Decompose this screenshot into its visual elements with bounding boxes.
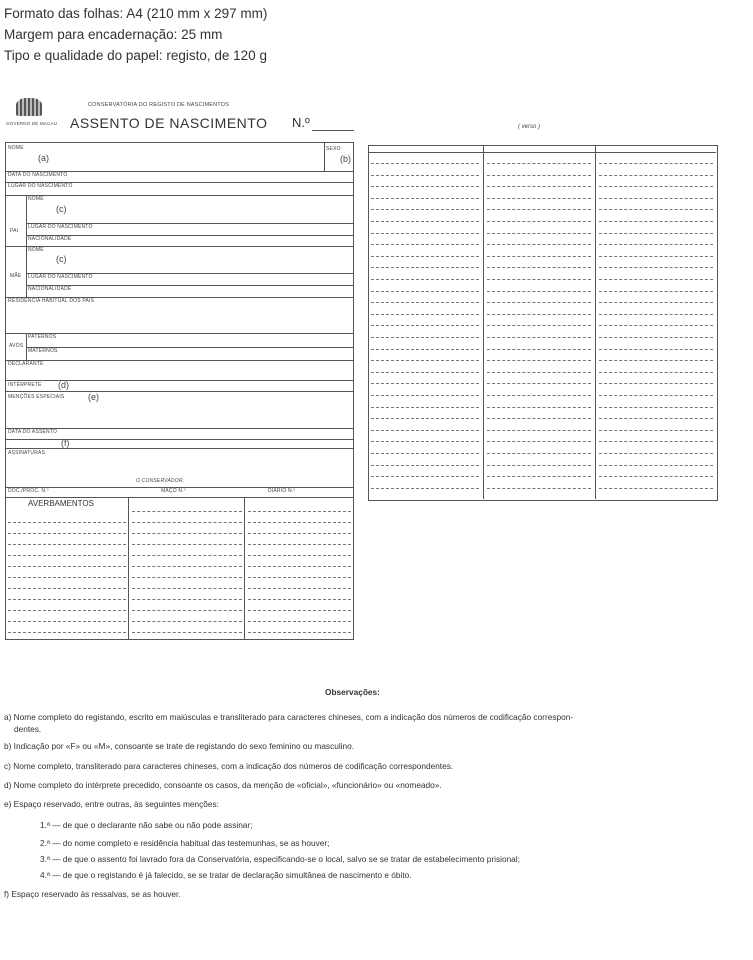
residencia-label: RESIDÊNCIA HABITUAL DOS PAIS	[8, 298, 95, 304]
dashed-line	[599, 186, 713, 187]
dashed-line	[248, 555, 351, 556]
dashed-line	[371, 360, 479, 361]
dashed-line	[371, 175, 479, 176]
avos-label: AVÓS	[9, 343, 24, 349]
dashed-line	[8, 544, 126, 545]
dashed-line	[599, 488, 713, 489]
dashed-line	[599, 198, 713, 199]
dashed-line	[487, 453, 591, 454]
dashed-line	[487, 175, 591, 176]
dashed-line	[599, 453, 713, 454]
dashed-line	[132, 588, 242, 589]
pai-lugar-label: LUGAR DO NASCIMENTO	[28, 224, 93, 230]
diario-label: DIÁRIO N.º	[268, 488, 296, 494]
pai-nacionalidade-label: NACIONALIDADE	[28, 236, 72, 242]
dashed-line	[371, 488, 479, 489]
dashed-line	[599, 256, 713, 257]
dashed-line	[371, 418, 479, 419]
data-nascimento-label: DATA DO NASCIMENTO	[8, 172, 68, 178]
dashed-line	[599, 221, 713, 222]
mae-nome-label: NOME	[28, 247, 44, 253]
dashed-line	[487, 407, 591, 408]
data-assento-label: DATA DO ASSENTO	[8, 429, 58, 435]
dashed-line	[599, 244, 713, 245]
dashed-line	[371, 291, 479, 292]
dashed-line	[599, 302, 713, 303]
dashed-line	[599, 407, 713, 408]
dashed-line	[371, 476, 479, 477]
dashed-line	[248, 522, 351, 523]
dashed-line	[248, 588, 351, 589]
dashed-line	[487, 372, 591, 373]
dashed-line	[371, 198, 479, 199]
emblem-caption: GOVERNO DE MACAU	[6, 121, 58, 126]
emblem-icon	[16, 98, 42, 116]
dashed-line	[371, 395, 479, 396]
maternos-label: MATERNOS	[28, 348, 58, 354]
dashed-line	[487, 395, 591, 396]
verso-panel	[368, 145, 718, 501]
dashed-line	[487, 325, 591, 326]
dashed-line	[599, 441, 713, 442]
doc-proc-label: DOC./PROC. N.º	[8, 488, 49, 494]
dashed-line	[487, 488, 591, 489]
dashed-line	[371, 372, 479, 373]
dashed-line	[599, 325, 713, 326]
dashed-line	[248, 566, 351, 567]
dashed-line	[487, 209, 591, 210]
dashed-line	[248, 632, 351, 633]
dashed-line	[8, 610, 126, 611]
dashed-line	[599, 465, 713, 466]
dashed-line	[371, 441, 479, 442]
dashed-line	[487, 244, 591, 245]
observacao-item: b) Indicação por «F» ou «M», consoante se trate de registando do sexo feminino ou masculino.	[4, 741, 355, 751]
dashed-line	[487, 430, 591, 431]
dashed-line	[487, 186, 591, 187]
number-field	[312, 130, 354, 131]
mae-nacionalidade-label: NACIONALIDADE	[28, 286, 72, 292]
dashed-line	[371, 325, 479, 326]
dashed-line	[132, 610, 242, 611]
dashed-line	[487, 233, 591, 234]
dashed-line	[599, 360, 713, 361]
sexo-label: SEXO	[326, 146, 341, 152]
dashed-line	[487, 418, 591, 419]
dashed-line	[8, 632, 126, 633]
dashed-line	[8, 533, 126, 534]
dashed-line	[487, 302, 591, 303]
dashed-line	[599, 291, 713, 292]
observacao-item: a) Nome completo do registando, escrito em maiúsculas e transliterado para caracteres chineses, com a indicação dos números de codificação correspon-	[4, 712, 574, 722]
dashed-line	[599, 395, 713, 396]
dashed-line	[599, 163, 713, 164]
dashed-line	[8, 522, 126, 523]
dashed-line	[599, 476, 713, 477]
dashed-line	[371, 302, 479, 303]
dashed-line	[8, 555, 126, 556]
averbamentos-label: AVERBAMENTOS	[28, 499, 94, 508]
maco-label: MAÇO N.º	[161, 488, 186, 494]
dashed-line	[371, 209, 479, 210]
observacao-item: d) Nome completo do intérprete precedido, consoante os casos, da menção de «oficial», «funcionário» ou «nomeado».	[4, 780, 442, 790]
observacao-item: dentes.	[14, 724, 42, 734]
office-name: CONSERVATÓRIA DO REGISTO DE NASCIMENTOS	[88, 102, 230, 108]
dashed-line	[132, 566, 242, 567]
observacao-item: e) Espaço reservado, entre outras, às seguintes menções:	[4, 799, 219, 809]
note-e: (e)	[88, 392, 99, 402]
dashed-line	[487, 349, 591, 350]
dashed-line	[487, 383, 591, 384]
dashed-line	[487, 291, 591, 292]
observacao-item: 3.ª — de que o assento foi lavrado fora da Conservatória, especificando-se o local, salvo se se tratar de estabelecimento prisional;	[40, 854, 520, 864]
paternos-label: PATERNOS	[28, 334, 57, 340]
dashed-line	[371, 314, 479, 315]
dashed-line	[132, 522, 242, 523]
dashed-line	[371, 349, 479, 350]
nome-label: NOME	[8, 145, 24, 151]
dashed-line	[599, 372, 713, 373]
birth-record-form	[5, 142, 354, 640]
dashed-line	[8, 599, 126, 600]
observacao-item: f) Espaço reservado às ressalvas, se as houver.	[4, 889, 181, 899]
dashed-line	[371, 256, 479, 257]
spec-paper: Tipo e qualidade do papel: registo, de 120 g	[4, 48, 267, 63]
mencoes-label: MENÇÕES ESPECIAIS	[8, 394, 65, 400]
dashed-line	[599, 383, 713, 384]
dashed-line	[132, 544, 242, 545]
dashed-line	[487, 279, 591, 280]
dashed-line	[248, 511, 351, 512]
dashed-line	[371, 279, 479, 280]
dashed-line	[371, 221, 479, 222]
declarante-label: DECLARANTE	[8, 361, 44, 367]
note-f: (f)	[61, 438, 70, 448]
dashed-line	[8, 588, 126, 589]
dashed-line	[599, 430, 713, 431]
dashed-line	[8, 621, 126, 622]
pai-label: PAI	[10, 228, 19, 234]
dashed-line	[487, 163, 591, 164]
note-a: (a)	[38, 153, 49, 163]
dashed-line	[487, 314, 591, 315]
dashed-line	[8, 577, 126, 578]
spec-format: Formato das folhas: A4 (210 mm x 297 mm)	[4, 6, 268, 21]
dashed-line	[371, 186, 479, 187]
dashed-line	[371, 383, 479, 384]
dashed-line	[132, 632, 242, 633]
note-d: (d)	[58, 380, 69, 390]
dashed-line	[599, 314, 713, 315]
dashed-line	[599, 349, 713, 350]
mae-label: MÃE	[10, 273, 22, 279]
dashed-line	[599, 209, 713, 210]
dashed-line	[487, 441, 591, 442]
observacao-item: 2.ª — do nome completo e residência habitual das testemunhas, se as houver;	[40, 838, 330, 848]
dashed-line	[132, 533, 242, 534]
dashed-line	[371, 430, 479, 431]
note-c: (c)	[56, 204, 67, 214]
dashed-line	[487, 198, 591, 199]
observacao-item: c) Nome completo, transliterado para caracteres chineses, com a indicação dos números de codificação correspondentes.	[4, 761, 454, 771]
dashed-line	[371, 267, 479, 268]
dashed-line	[248, 577, 351, 578]
pai-nome-label: NOME	[28, 196, 44, 202]
lugar-nascimento-label: LUGAR DO NASCIMENTO	[8, 183, 73, 189]
conservador-label: O CONSERVADOR,	[136, 478, 185, 484]
dashed-line	[487, 360, 591, 361]
observacoes-title: Observações:	[325, 687, 380, 697]
dashed-line	[599, 337, 713, 338]
dashed-line	[371, 453, 479, 454]
dashed-line	[371, 233, 479, 234]
dashed-line	[487, 465, 591, 466]
observacao-item: 4.ª — de que o registando é já falecido, se se tratar de declaração simultânea de nascimento e óbito.	[40, 870, 412, 880]
dashed-line	[487, 476, 591, 477]
dashed-line	[599, 279, 713, 280]
dashed-line	[248, 621, 351, 622]
dashed-line	[371, 337, 479, 338]
interprete-label: INTÉRPRETE	[8, 382, 42, 388]
number-label: N.º	[292, 115, 310, 130]
dashed-line	[248, 599, 351, 600]
mae-lugar-label: LUGAR DO NASCIMENTO	[28, 274, 93, 280]
verso-label: ( verso )	[518, 124, 541, 130]
page-title: ASSENTO DE NASCIMENTO	[70, 115, 268, 131]
dashed-line	[132, 577, 242, 578]
dashed-line	[599, 175, 713, 176]
observacao-item: 1.ª — de que o declarante não sabe ou não pode assinar;	[40, 820, 253, 830]
dashed-line	[487, 267, 591, 268]
dashed-line	[132, 511, 242, 512]
note-b: (b)	[340, 154, 351, 164]
dashed-line	[132, 599, 242, 600]
dashed-line	[248, 544, 351, 545]
assinaturas-label: ASSINATURAS	[8, 450, 46, 456]
dashed-line	[248, 610, 351, 611]
dashed-line	[371, 407, 479, 408]
dashed-line	[487, 256, 591, 257]
dashed-line	[371, 163, 479, 164]
dashed-line	[599, 418, 713, 419]
dashed-line	[599, 267, 713, 268]
dashed-line	[132, 621, 242, 622]
dashed-line	[371, 244, 479, 245]
dashed-line	[487, 221, 591, 222]
dashed-line	[487, 337, 591, 338]
dashed-line	[248, 533, 351, 534]
dashed-line	[371, 465, 479, 466]
dashed-line	[132, 555, 242, 556]
spec-margin: Margem para encadernação: 25 mm	[4, 27, 223, 42]
dashed-line	[599, 233, 713, 234]
dashed-line	[8, 566, 126, 567]
note-c: (c)	[56, 254, 67, 264]
